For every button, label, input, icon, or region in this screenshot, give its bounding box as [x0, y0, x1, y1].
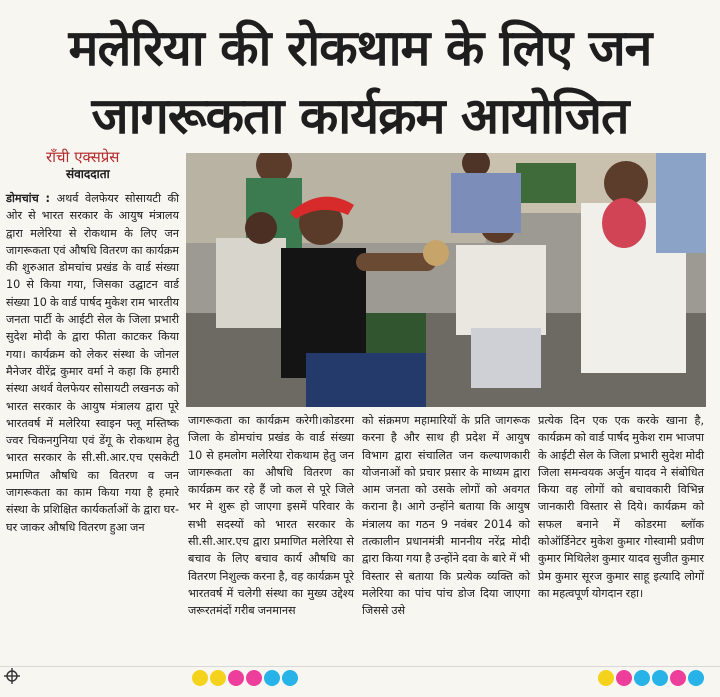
registration-mark-icon: [4, 668, 20, 684]
article-column-4: प्रत्येक दिन एक एक करके खाना है, कार्यक्रम को वार्ड पार्षद मुकेश राम भाजपा के आईटी सेल के जिला प्रभारी सुदेश मोदी जिला समन्वयक अर्जुन यादव ने संबोधित किया वह लोगों को बचावकारी विभिन्न जानकारी विस्तार से दिये। कार्यक्रम को सफल बनाने में कोडरमा ब्लॉक कोऑर्डिनेटर मुकेश कुमार गोस्वामी प्रवीण कुमार मिथिलेश कुमार यादव सुजीत कुमार प्रेम कुमार सूरज कुमार साहू इत्यादि लोगों का महत्वपूर्ण योगदान रहा।: [538, 414, 704, 600]
swatch-cyan: [652, 670, 668, 686]
article-column-3: को संक्रमण महामारियों के प्रति जागरूक करना है और साथ ही प्रदेश में आयुष विभाग द्वारा संचालित जन कल्याणकारी योजनाओं को प्रचार प्रसार के माध्यम द्वारा आम जनता को उसके लोगों को अवगत कराना है। आगे उन्होंने बताया कि आयुष मंत्रालय का गठन 9 नवंबर 2014 को तत्कालीन प्रधानमंत्री माननीय नरेंद्र मोदी द्वारा किया गया है उन्होंने दवा के बारे में भी विस्तार से बताया कि प्रत्येक व्यक्ति को मलेरिया का पांच पांच डोज दिया जाएगा जिससे उसे: [362, 414, 530, 618]
swatch-yellow: [192, 670, 208, 686]
swatch-magenta: [228, 670, 244, 686]
swatch-cyan: [688, 670, 704, 686]
headline-line-2: जागरूकता कार्यक्रम आयोजित: [91, 87, 629, 145]
swatch-magenta: [670, 670, 686, 686]
color-swatches-left: [192, 670, 298, 686]
byline-source: राँची एक्सप्रेस: [46, 148, 120, 166]
news-photo-illustration: [186, 153, 706, 407]
swatch-cyan: [282, 670, 298, 686]
news-photo: [186, 153, 706, 407]
article-column-1-text: अथर्व वेलफेयर सोसायटी की ओर से भारत सरकार के आयुष मंत्रालय द्वारा मलेरिया से रोकथाम के लिए जन जागरूकता एवं औषधि वितरण का कार्यक्रम की शुरुआत डोमचांच प्रखंड के वार्ड संख्या 10 से किया गया, जिसका उद्घाटन वार्ड संख्या 10 के वार्ड पार्षद मुकेश राम भारतीय जनता पार्टी के आईटी सेल के जिला प्रभारी सुदेश मोदी के द्वारा फीता काटकर किया गया। कार्यक्रम को लेकर संस्था के जोनल मैनेजर वीरेंद्र कुमार वर्मा ने कहा कि हमारी संस्था अथर्व वेलफेयर सोसायटी लखनऊ को भारत सरकार के आयुष मंत्रालय द्वारा पूरे भारतवर्ष में मलेरिया स्वाइन फ्लू मस्तिष्क ज्वर चिकनगुनिया एवं डेंगू के रोकथाम हेतु भारत सरकार के सी.सी.आर.एच एसकेटी प्रमाणित औषधि का वितरण व जन जागरूकता का काम किया गया है हमारे संस्था के प्रशिक्षित कार्यकर्ताओं के द्वारा घर-घर जाकर औषधि वितरण हुआ जन: [6, 192, 179, 534]
headline-line-1: मलेरिया की रोकथाम के लिए जन: [68, 19, 652, 77]
swatch-magenta: [246, 670, 262, 686]
article-column-2: जागरूकता का कार्यक्रम करेगी।कोडरमा जिला के डोमचांच प्रखंड के वार्ड संख्या 10 से हमलोग मलेरिया रोकथाम हेतु जन जागरूकता का औषधि वितरण का कार्यक्रम कर रहे हैं जो कल से पूरे जिले भर मे शुरू हो जाएगा इसमें परिवार के सभी सदस्यों को भारत सरकार के सी.सी.आर.एच द्वारा प्रमाणित मलेरिया से बचाव के लिए बचाव कार्य औषधि का वितरण निशुल्क करना है, वह कार्यक्रम पूरे भारतवर्ष में चलेगी संस्था का मुख्य उद्देश्य जरूरतमंदों गरीब जनमानस: [188, 414, 354, 618]
article-column-1: [6, 190, 179, 536]
swatch-yellow: [598, 670, 614, 686]
swatch-magenta: [616, 670, 632, 686]
byline: [26, 148, 186, 182]
color-swatches-right: [598, 670, 704, 686]
swatch-cyan: [634, 670, 650, 686]
swatch-yellow: [210, 670, 226, 686]
footer-rule: [0, 666, 720, 667]
swatch-cyan: [264, 670, 280, 686]
byline-reporter: संवाददाता: [66, 167, 110, 181]
dateline: डोमचांच :: [6, 192, 51, 205]
